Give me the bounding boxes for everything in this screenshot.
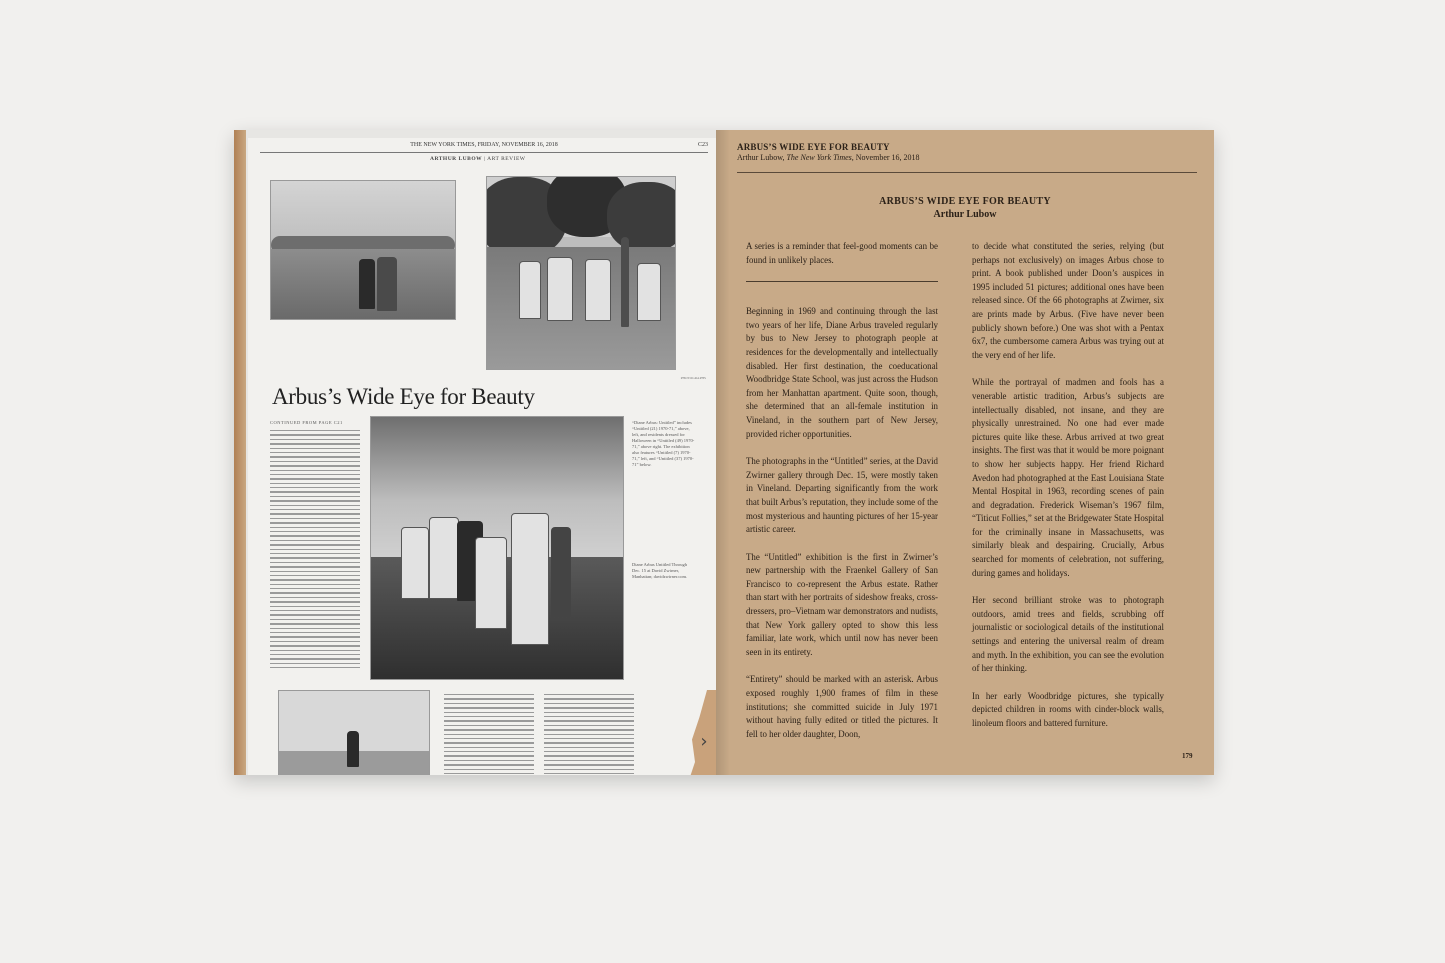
- article-author: Arthur Lubow: [933, 209, 997, 220]
- left-page: [234, 130, 716, 775]
- byline-name: ARTHUR LUBOW: [430, 156, 483, 162]
- newspaper-text-column: [544, 694, 634, 774]
- paragraph: to decide what constituted the series, relying (but perhaps not exclusively) on images Arbus chose to print. A book published under Doon’s auspices in 1995 included 51 pictures; additional ones have been released since. Of the 66 photographs at Zwirner, six are prints made by Arbus. (Five have never been publicly shown before.) One was shot with a Pentax 6x7, the cumbersome camera Arbus was trying out at the very end of her life.: [972, 241, 1164, 360]
- exhibition-info-box: Diane Arbus Untitled Through Dec. 15 at David Zwirner, Manhattan; davidzwirner.com.: [632, 562, 688, 579]
- credit-author: Arthur Lubow,: [737, 153, 787, 162]
- newspaper-byline: ARTHUR LUBOW | ART REVIEW: [430, 156, 526, 162]
- newspaper-text-column: [270, 430, 360, 680]
- right-page: [716, 130, 1214, 775]
- paragraph: The “Untitled” exhibition is the first in Zwirner’s new partnership with the Fraenkel Gallery of San Francisco to co-represent the Arbus estate. Rather than start with her portraits of sideshow freaks, cross-dressers, pro–Vietnam war demonstrators and nudists, that New York gallery opted to show this less familiar, late work, which until now has never been seen in its entirety.: [746, 551, 938, 657]
- article-column-2: [972, 240, 1164, 745]
- photo-field-figure: [278, 690, 430, 775]
- paragraph: Beginning in 1969 and continuing through the last two years of her life, Diane Arbus traveled regularly by bus to New Jersey to photograph people at residences for the developmentally and intellectually disabled. Her first destination, the coeducational Woodbridge State School, was just across the Hudson from her Manhattan apartment. Quite soon, though, she determined that an all-female institution in Vineland, in the southern part of New Jersey, provided richer opportunities.: [746, 306, 938, 439]
- running-header-title: ARBUS’S WIDE EYE FOR BEAUTY: [737, 142, 890, 152]
- newspaper-headline: Arbus’s Wide Eye for Beauty: [272, 384, 535, 409]
- credit-publication: The New York Times: [786, 153, 852, 162]
- photo-costumed-children: [486, 176, 676, 370]
- open-book: [234, 130, 1214, 775]
- running-header-credit: [737, 153, 1197, 162]
- newspaper-page-number: C23: [697, 142, 708, 148]
- paragraph: “Entirety” should be marked with an asterisk. Arbus exposed roughly 1,900 frames of film in these institutions; she committed suicide in July 1971 without having fully edited or titled the pictures. It fell to her older daughter, Doon,: [746, 674, 938, 739]
- header-rule: [737, 172, 1197, 173]
- photo-two-masked-figures: [270, 180, 456, 320]
- newspaper-dateline: [260, 138, 708, 153]
- continued-label: CONTINUED FROM PAGE C21: [270, 420, 343, 425]
- newspaper-clipping: [248, 138, 716, 775]
- chevron-right-icon[interactable]: ›: [700, 731, 708, 752]
- photo-caption: “Diane Arbus: Untitled” includes “Untitled (21) 1970-71,” above, left, and residents dressed for Halloween in “Untitled (49) 1970-71,” above right. The exhibition also features “Untitled (7) 1970-71,” left, and “Untitled (37) 1970-71” below.: [632, 420, 695, 467]
- paragraph: While the portrayal of madmen and fools has a venerable artistic tradition, Arbus’s subjects are intellectually disabled, not insane, and they are physically unrestrained. No one had ever made pictures quite like these. Arbus arrived at two great insights. The first was that it would be more poignant to show her subjects happy. Her friend Richard Avedon had photographed at the East Louisiana State Mental Hospital in 1963, recording scenes of pain and degradation. Frederick Wiseman’s 1967 film, “Titicut Follies,” set at the Bridgewater State Hospital for the criminally insane in Massachusetts, was similarly bleak and despairing. Crucially, Arbus searched for moments of celebration, not suffering, during games and holidays.: [972, 377, 1164, 578]
- article-column-1: [746, 240, 938, 755]
- credit-date: , November 16, 2018: [851, 153, 920, 162]
- paragraph: The photographs in the “Untitled” series, at the David Zwirner gallery through Dec. 15, were mostly taken in Vineland. Departing significantly from the work that built Arbus’s reputation, they include some of the most mysterious and haunting pictures of her 15-year artistic career.: [746, 456, 938, 535]
- running-header: [737, 142, 1197, 162]
- page-edge: [234, 130, 246, 775]
- page-number: 179: [1182, 752, 1193, 760]
- newspaper-text-column: [444, 694, 534, 774]
- paragraph: In her early Woodbridge pictures, she typically depicted children in rooms with cinder-block walls, linoleum floors and battered furniture.: [972, 690, 1164, 728]
- article-title: ARBUS’S WIDE EYE FOR BEAUTY: [879, 196, 1051, 207]
- photo-credit: PHOTOGRAPHS: [680, 376, 706, 380]
- photo-group-walking: [370, 416, 624, 680]
- paragraph: Her second brilliant stroke was to photograph outdoors, amid trees and fields, scrubbing off journalistic or sociological details of the institutional settings and entering the universal realm of dream and myth. In the exhibition, you can see the evolution of her thinking.: [972, 595, 1164, 674]
- pull-quote: A series is a reminder that feel-good moments can be found in unlikely places.: [746, 241, 938, 265]
- section-label: ART REVIEW: [487, 156, 526, 162]
- dateline-text: THE NEW YORK TIMES, FRIDAY, NOVEMBER 16, 2018: [410, 142, 558, 148]
- pull-quote-rule: [746, 281, 938, 282]
